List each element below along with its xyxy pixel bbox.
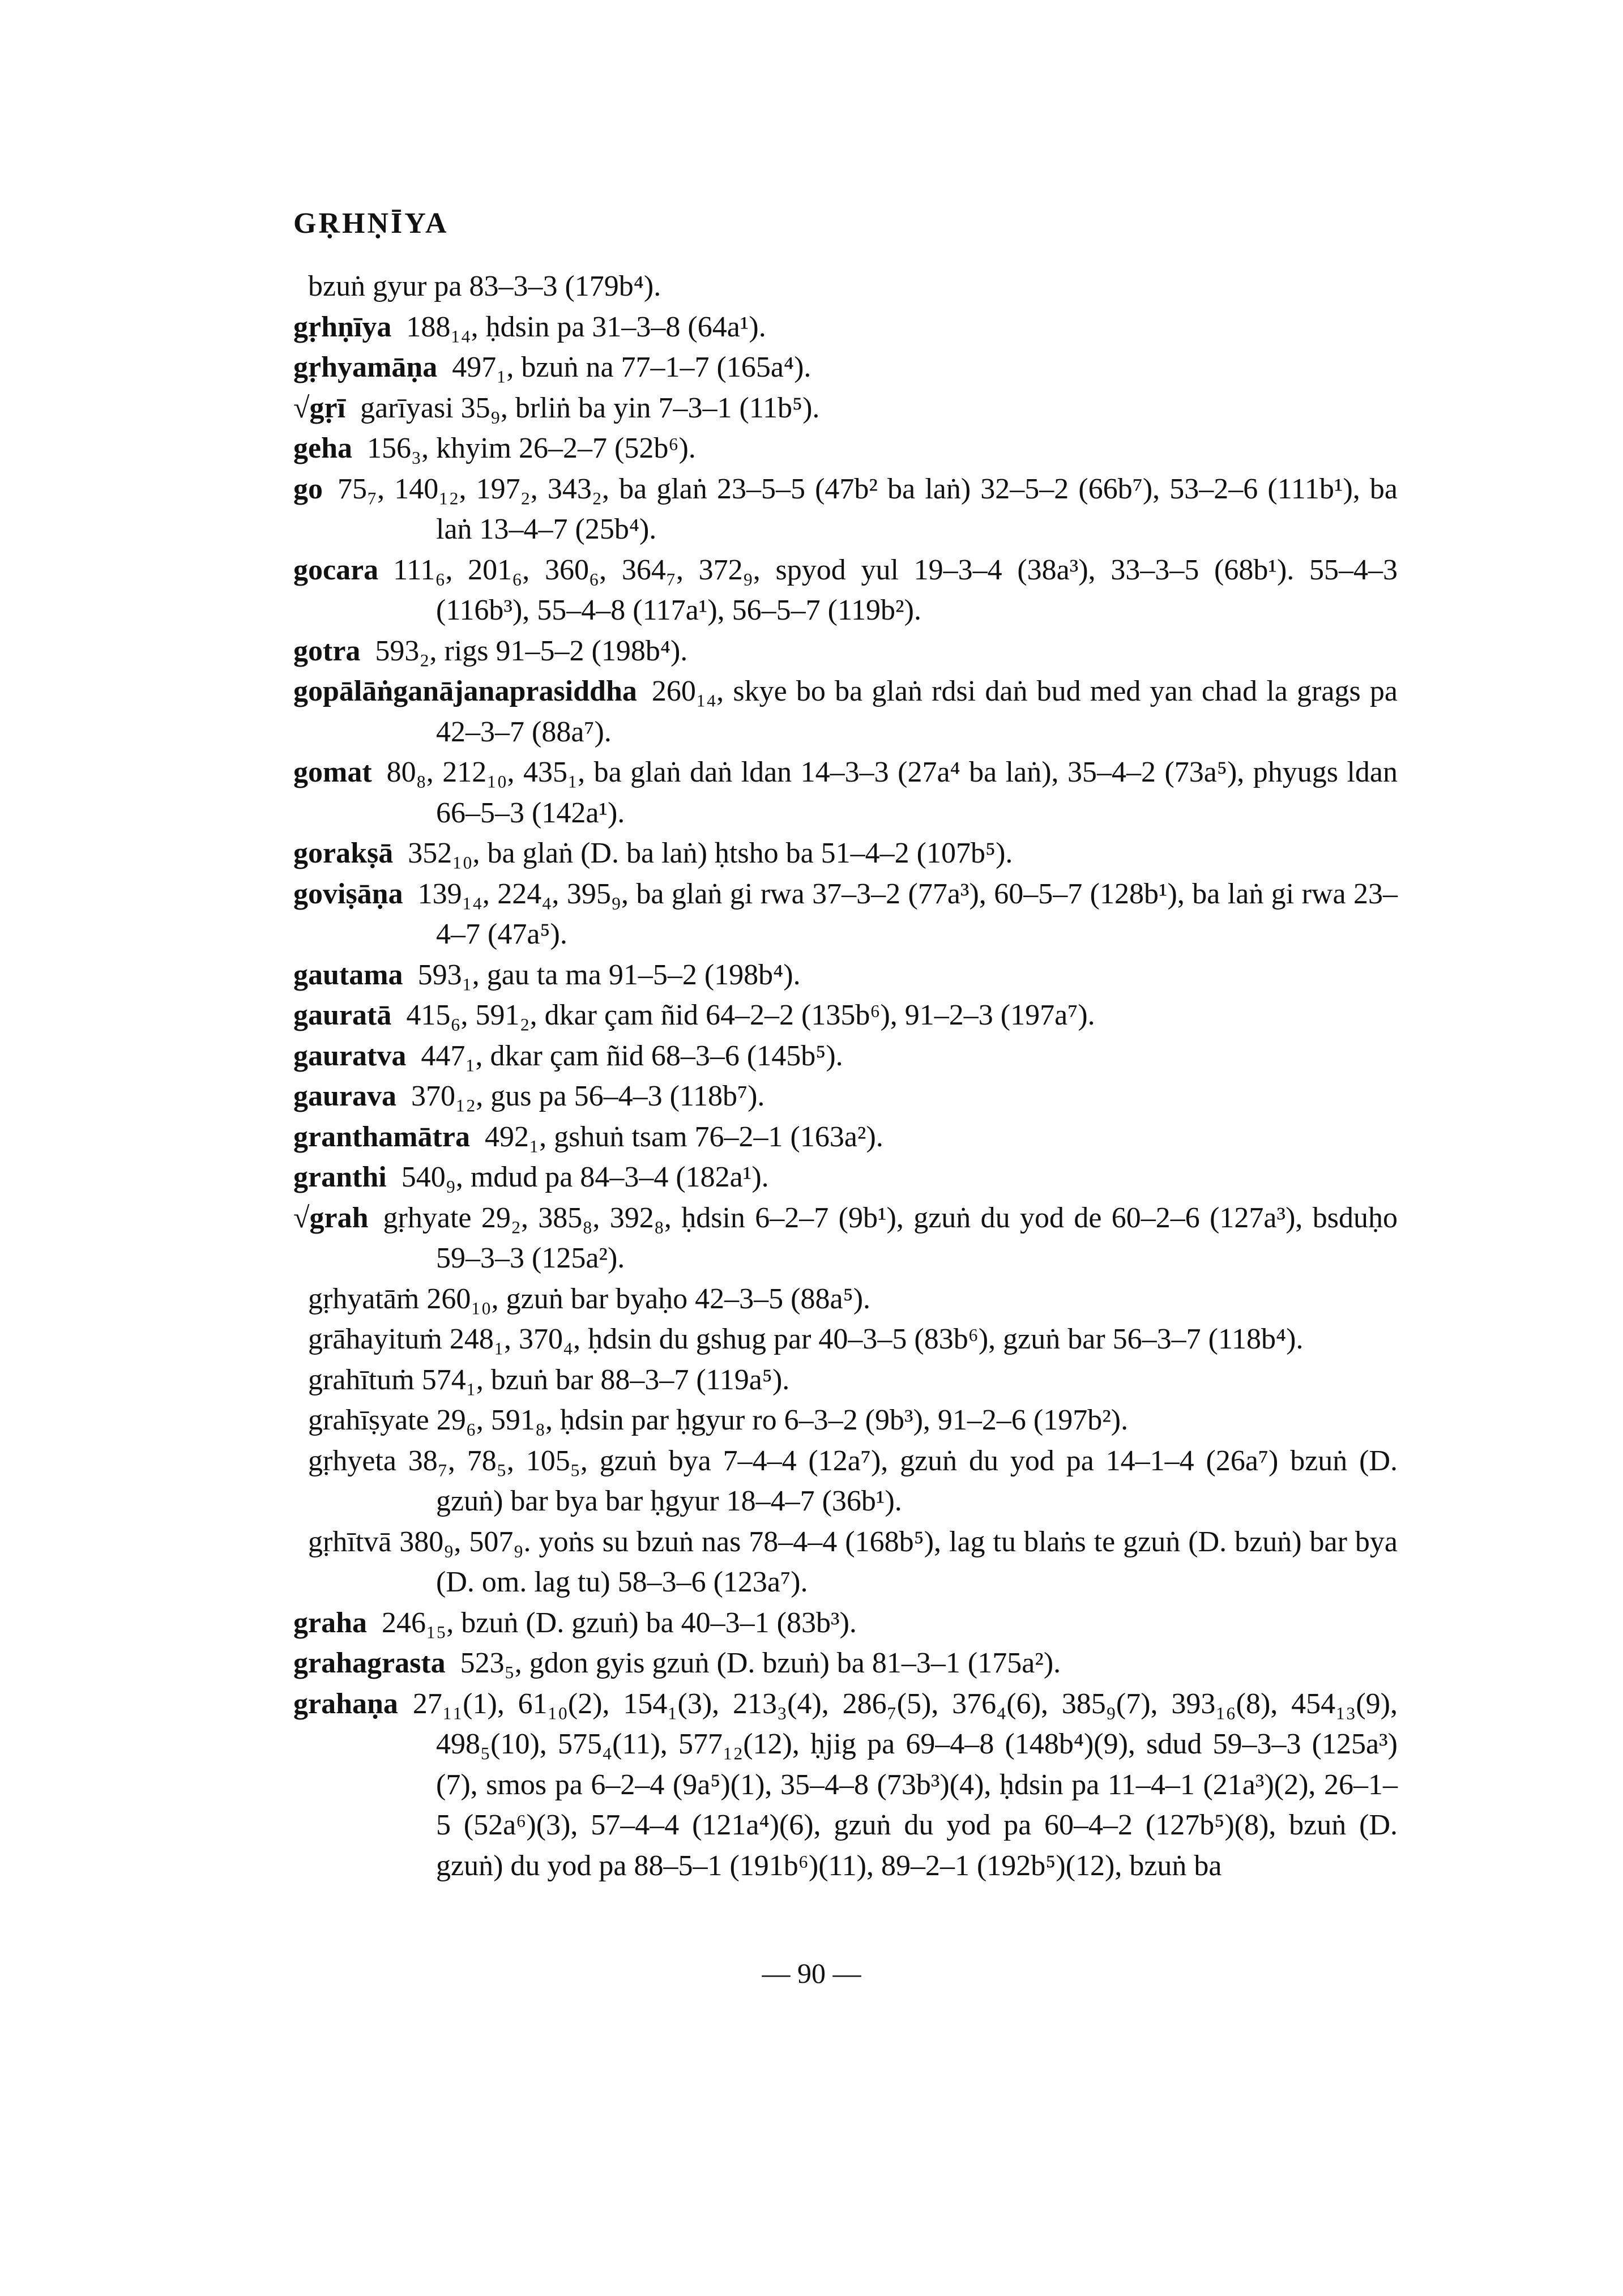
entry-line (293, 1441, 1398, 1522)
headword: goviṣāṇa (293, 877, 403, 910)
entry-text: 111₆, 201₆, 360₆, 364₇, 372₉, spyod yul 19–3–4 (38a³), 33–3–5 (68b¹). 55–4–3 (116b³), 55–4–8 (117a¹), 56–5–7 (119b²). (393, 553, 1398, 626)
entry-line (293, 388, 1398, 429)
entry-text: 523₅, gdon gyis gzuṅ (D. bzuṅ) ba 81–3–1 (175a²). (460, 1647, 1061, 1679)
entry-text: 593₁, gau ta ma 91–5–2 (198b⁴). (417, 958, 801, 991)
headword: gṛhṇīya (293, 310, 392, 343)
entry-line (293, 550, 1398, 631)
entry-text: grāhayituṁ 248₁, 370₄, ḥdsin du gshug par 40–3–5 (83b⁶), gzuṅ bar 56–3–7 (118b⁴). (308, 1323, 1304, 1355)
entry-text: 593₂, rigs 91–5–2 (198b⁴). (375, 634, 688, 667)
entry-text: 188₁₄, ḥdsin pa 31–3–8 (64a¹). (406, 310, 766, 343)
entry-line (293, 1360, 1398, 1401)
entry-text: gṛhyate 29₂, 385₈, 392₈, ḥdsin 6–2–7 (9b¹), gzuṅ du yod de 60–2–6 (127a³), bsduḥo 59–3–3 (125a²). (383, 1201, 1398, 1274)
entry-text: 540₉, mdud pa 84–3–4 (182a¹). (401, 1161, 769, 1193)
entry-text: 80₈, 212₁₀, 435₁, ba glaṅ daṅ ldan 14–3–3 (27a⁴ ba laṅ), 35–4–2 (73a⁵), phyugs ldan 66–5–3 (142a¹). (386, 756, 1398, 829)
entry-line (293, 1076, 1398, 1117)
entry-line (293, 874, 1398, 955)
entry-line (293, 1036, 1398, 1077)
page-number: — 90 — (762, 1957, 861, 1989)
entry-text: grahīṣyate 29₆, 591₈, ḥdsin par ḥgyur ro 6–3–2 (9b³), 91–2–6 (197b²). (308, 1404, 1129, 1436)
entry-text: gṛhītvā 380₉, 507₉. yoṅs su bzuṅ nas 78–4–4 (168b⁵), lag tu blaṅs te gzuṅ (D. bzuṅ) bar bya (D. om. lag tu) 58–3–6 (123a⁷). (308, 1525, 1398, 1598)
entry-line (293, 1319, 1398, 1360)
headword: gocara (293, 553, 379, 586)
headword: granthi (293, 1161, 387, 1193)
headword: gomat (293, 756, 372, 788)
headword: gaurava (293, 1080, 396, 1112)
headword: gotra (293, 634, 361, 667)
entry-text: bzuṅ gyur pa 83–3–3 (179b⁴). (308, 270, 661, 302)
entry-text: 246₁₅, bzuṅ (D. gzuṅ) ba 40–3–1 (83b³). (382, 1606, 857, 1639)
entry-text: 260₁₄, skye bo ba glaṅ rdsi daṅ bud med yan chad la grags pa 42–3–7 (88a⁷). (436, 675, 1398, 748)
entry-line (293, 469, 1398, 550)
headword: gautama (293, 958, 403, 991)
entry-line (293, 671, 1398, 752)
headword: granthamātra (293, 1120, 470, 1153)
entry-text: 139₁₄, 224₄, 395₉, ba glaṅ gi rwa 37–3–2 (77a³), 60–5–7 (128b¹), ba laṅ gi rwa 23–4–7 (47a⁵). (417, 877, 1398, 950)
entry-text: gṛhyatāṁ 260₁₀, gzuṅ bar byaḥo 42–3–5 (88a⁵). (308, 1282, 871, 1315)
entry-line (293, 752, 1398, 833)
headword: √gṛī (293, 391, 346, 424)
headword: graha (293, 1606, 367, 1639)
entry-line (293, 631, 1398, 672)
entry-line (293, 1522, 1398, 1603)
entry-text: 156₃, khyim 26–2–7 (52b⁶). (367, 432, 696, 464)
entry-line (293, 1157, 1398, 1198)
entry-line (293, 1198, 1398, 1279)
running-head: GṚHṆĪYA (293, 207, 449, 240)
entry-line (293, 347, 1398, 388)
entry-text: 415₆, 591₂, dkar çam ñid 64–2–2 (135b⁶), 91–2–3 (197a⁷). (406, 999, 1095, 1031)
entry-text: 447₁, dkar çam ñid 68–3–6 (145b⁵). (421, 1039, 843, 1072)
headword: √grah (293, 1201, 369, 1234)
entry-text: 370₁₂, gus pa 56–4–3 (118b⁷). (411, 1080, 765, 1112)
entry-text: 75₇, 140₁₂, 197₂, 343₂, ba glaṅ 23–5–5 (47b² ba laṅ) 32–5–2 (66b⁷), 53–2–6 (111b¹), ba laṅ 13–4–7 (25b⁴). (338, 472, 1398, 545)
entry-line (293, 266, 1398, 307)
headword: gauratā (293, 999, 392, 1031)
headword: geha (293, 432, 352, 464)
headword: gauratva (293, 1039, 407, 1072)
entry-line (293, 955, 1398, 996)
entry-line (293, 833, 1398, 874)
headword: gopālāṅganājanaprasiddha (293, 675, 637, 707)
entry-text: gṛhyeta 38₇, 78₅, 105₅, gzuṅ bya 7–4–4 (12a⁷), gzuṅ du yod pa 14–1–4 (26a⁷) bzuṅ (D. gzuṅ) bar bya bar ḥgyur 18–4–7 (36b¹). (308, 1444, 1398, 1517)
entry-text: 497₁, bzuṅ na 77–1–7 (165a⁴). (452, 351, 812, 383)
headword: gorakṣā (293, 837, 394, 869)
headword: go (293, 472, 323, 505)
entry-line (293, 1684, 1398, 1887)
entry-line (293, 1603, 1398, 1644)
dictionary-entries (293, 266, 1398, 1886)
headword: grahaṇa (293, 1687, 398, 1720)
entry-line (293, 995, 1398, 1036)
entry-line (293, 1643, 1398, 1684)
entry-line (293, 1279, 1398, 1320)
headword: gṛhyamāṇa (293, 351, 438, 383)
entry-line (293, 1117, 1398, 1158)
entry-line (293, 307, 1398, 348)
headword: grahagrasta (293, 1647, 446, 1679)
entry-line (293, 428, 1398, 469)
entry-line (293, 1400, 1398, 1441)
entry-text: 492₁, gshuṅ tsam 76–2–1 (163a²). (484, 1120, 883, 1153)
entry-text: 27₁₁(1), 61₁₀(2), 154₁(3), 213₃(4), 286₇(5), 376₄(6), 385₉(7), 393₁₆(8), 454₁₃(9), 498₅(10), 575₄(11), 577₁₂(12), ḥjig pa 69–4–8 (148b⁴)(9), sdud 59–3–3 (125a³)(7), smos pa 6–2–4 (9a⁵)(1), 35–4–8 (73b³)(4), ḥdsin pa 11–4–1 (21a³)(2), 26–1–5 (52a⁶)(3), 57–4–4 (121a⁴)(6), gzuṅ du yod pa 60–4–2 (127b⁵)(8), bzuṅ (D. gzuṅ) du yod pa 88–5–1 (191b⁶)(11), 89–2–1 (192b⁵)(12), bzuṅ ba (412, 1687, 1398, 1882)
entry-text: grahītuṁ 574₁, bzuṅ bar 88–3–7 (119a⁵). (308, 1363, 790, 1396)
entry-text: 352₁₀, ba glaṅ (D. ba laṅ) ḥtsho ba 51–4–2 (107b⁵). (408, 837, 1013, 869)
entry-text: garīyasi 35₉, brliṅ ba yin 7–3–1 (11b⁵). (360, 391, 820, 424)
